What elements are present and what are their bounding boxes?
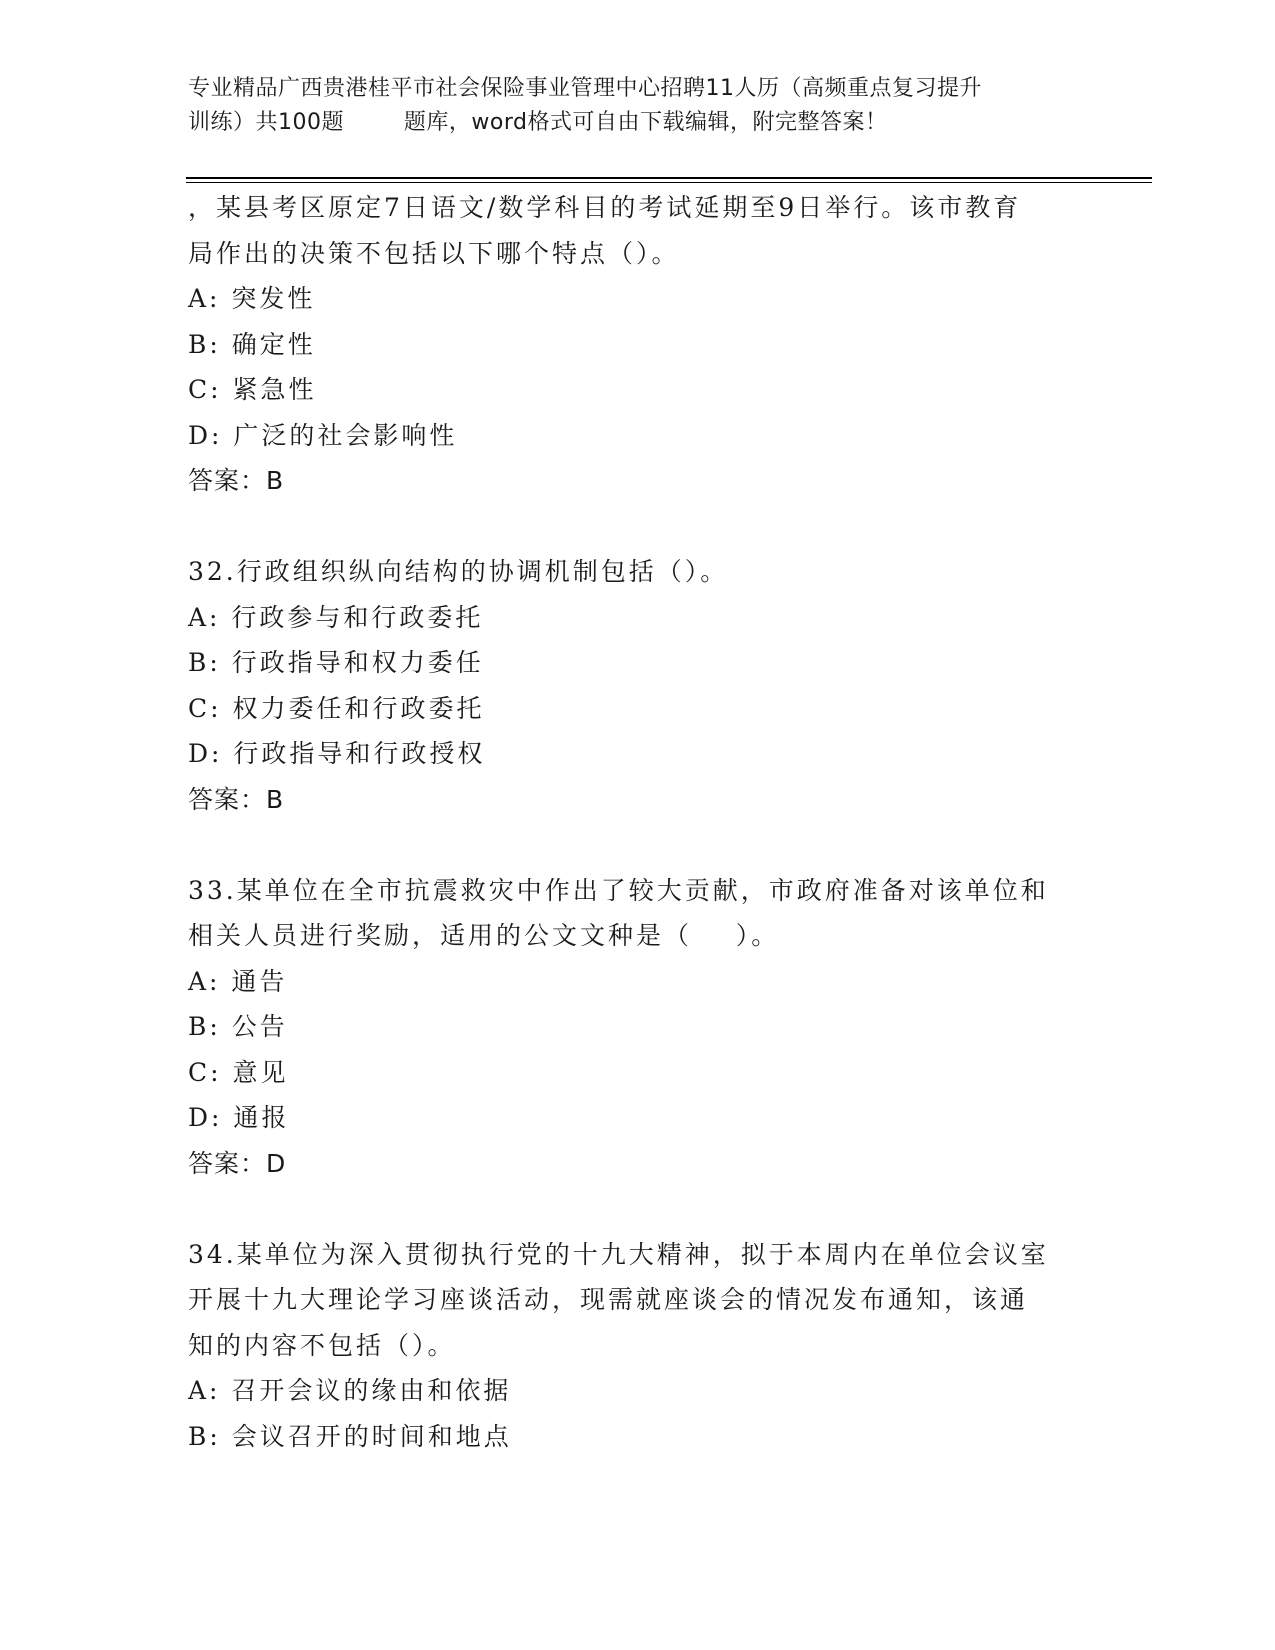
header-divider [186,177,1152,183]
question-text-line: 32.行政组织纵向结构的协调机制包括（）。 [188,557,729,586]
answer-line: 答案：B [188,466,285,495]
option-c: C: 权力委任和行政委托 [188,693,485,723]
question-text-line: 知的内容不包括（）。 [188,1330,456,1360]
question-34 [188,1232,1088,1460]
option-b: B: 公告 [188,1012,288,1041]
option-a: A: 通告 [188,966,288,996]
header-title-line-1: 专业精品广西贵港桂平市社会保险事业管理中心招聘11人历（高频重点复习提升 [188,76,982,101]
page-header [188,72,1088,140]
answer-line: 答案：B [188,784,285,814]
question-list [188,185,1088,1459]
option-b: B: 确定性 [188,329,316,359]
question-text-line: 33.某单位在全市抗震救灾中作出了较大贡献，市政府准备对该单位和 [188,875,1049,905]
option-d: D: 行政指导和行政授权 [188,739,486,768]
answer-line: 答案：D [188,1148,287,1178]
option-d: D: 广泛的社会影响性 [188,420,458,450]
option-b: B: 会议召开的时间和地点 [188,1421,512,1451]
header-title-line-2: 训练）共100题 题库，word格式可自由下载编辑，附完整答案！ [188,110,888,135]
question-text-line: 局作出的决策不包括以下哪个特点（）。 [188,238,680,268]
question-31 [188,185,1088,504]
question-text-line: ，某县考区原定7日语文/数学科目的考试延期至9日举行。该市教育 [188,193,1022,222]
question-text-line: 相关人员进行奖励，适用的公文文种是（ ）。 [188,921,780,950]
option-a: A: 召开会议的缘由和依据 [188,1376,512,1405]
option-c: C: 意见 [188,1057,289,1087]
option-a: A: 突发性 [188,284,316,313]
option-d: D: 通报 [188,1103,290,1132]
option-c: C: 紧急性 [188,375,317,404]
option-a: A: 行政参与和行政委托 [188,602,484,632]
question-text-line: 开展十九大理论学习座谈活动，现需就座谈会的情况发布通知，该通 [188,1285,1029,1314]
question-33 [188,868,1088,1187]
option-b: B: 行政指导和权力委任 [188,648,484,677]
question-text-line: 34.某单位为深入贯彻执行党的十九大精神，拟于本周内在单位会议室 [188,1239,1049,1269]
question-32 [188,549,1088,822]
